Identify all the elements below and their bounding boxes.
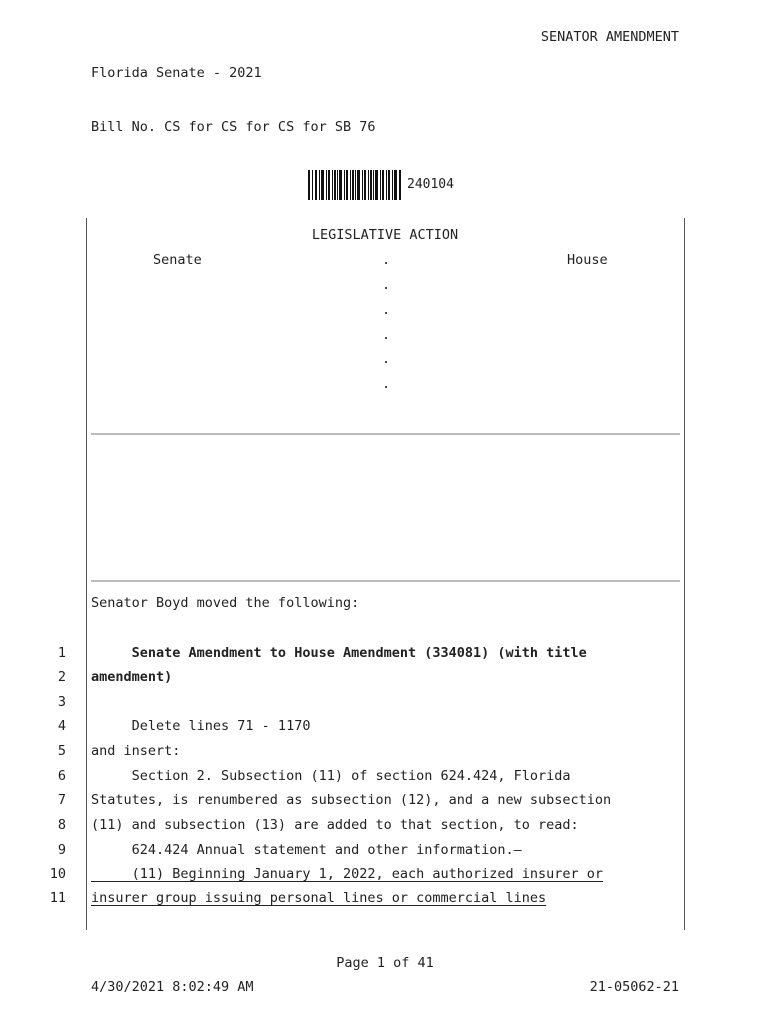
left-margin-line xyxy=(86,218,87,930)
house-label: House xyxy=(567,252,608,268)
divider-bottom xyxy=(91,580,680,582)
line-text: insurer group issuing personal lines or commercial lines xyxy=(91,890,547,906)
action-dot: . xyxy=(382,376,391,392)
header-bill-number: Bill No. CS for CS for CS for SB 76 xyxy=(91,119,376,135)
line-number: 8 xyxy=(57,817,66,833)
footer-timestamp: 4/30/2021 8:02:49 AM xyxy=(91,979,254,995)
line-number: 6 xyxy=(57,768,66,784)
line-text: amendment) xyxy=(91,669,173,685)
action-dot: . xyxy=(382,252,391,268)
line-text: Senate Amendment to House Amendment (334081) (with title xyxy=(91,645,587,661)
action-dot: . xyxy=(382,277,391,293)
action-dot: . xyxy=(382,302,391,318)
senate-label: Senate xyxy=(153,252,202,268)
line-text: Statutes, is renumbered as subsection (12), and a new subsection xyxy=(91,792,612,808)
line-text: 624.424 Annual statement and other information.— xyxy=(91,842,522,858)
header-amendment-type: SENATOR AMENDMENT xyxy=(540,29,679,45)
line-number: 10 xyxy=(49,866,66,882)
header-chamber-year: Florida Senate - 2021 xyxy=(91,65,262,81)
action-dot: . xyxy=(382,327,391,343)
line-number: 3 xyxy=(57,694,66,710)
line-text: (11) Beginning January 1, 2022, each authorized insurer or xyxy=(91,866,604,882)
header-left xyxy=(91,28,375,154)
line-number: 11 xyxy=(49,890,66,906)
right-margin-line xyxy=(684,218,685,930)
page-number: Page 1 of 41 xyxy=(336,955,434,971)
line-text: Section 2. Subsection (11) of section 624.424, Florida xyxy=(91,768,571,784)
action-dot: . xyxy=(382,351,391,367)
line-number: 5 xyxy=(57,743,66,759)
line-text: (11) and subsection (13) are added to that section, to read: xyxy=(91,817,579,833)
line-text: and insert: xyxy=(91,743,181,759)
divider-top xyxy=(91,433,680,435)
footer-document-code: 21-05062-21 xyxy=(589,979,679,995)
line-number: 4 xyxy=(57,718,66,734)
motion-statement: Senator Boyd moved the following: xyxy=(91,595,360,611)
line-number: 7 xyxy=(57,792,66,808)
barcode-icon xyxy=(308,170,402,200)
line-text: Delete lines 71 - 1170 xyxy=(91,718,311,734)
line-number: 1 xyxy=(57,645,66,661)
barcode-number: 240104 xyxy=(407,177,454,192)
line-number: 9 xyxy=(57,842,66,858)
line-number: 2 xyxy=(57,669,66,685)
legislative-action-title: LEGISLATIVE ACTION xyxy=(311,227,459,243)
